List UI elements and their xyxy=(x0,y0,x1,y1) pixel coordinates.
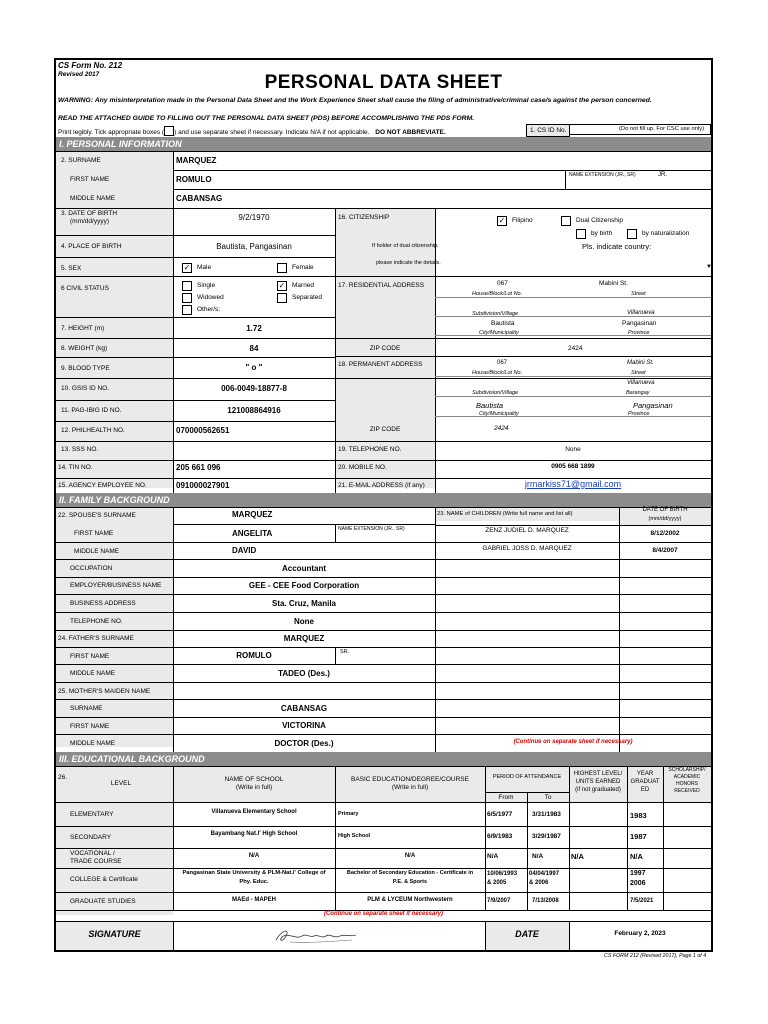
res-house-caption: House/Block/Lot No. xyxy=(472,291,523,297)
employer-label: EMPLOYER/BUSINESS NAME xyxy=(70,582,162,589)
print-note xyxy=(58,126,446,136)
perm-city-caption: City/Municipality xyxy=(479,411,519,417)
edu-year-header-c: ED xyxy=(640,787,650,793)
father-middle-value[interactable]: TADEO (Des.) xyxy=(278,669,330,678)
height-label: 7. HEIGHT (m) xyxy=(61,325,105,332)
dob-label: 3. DATE OF BIRTH xyxy=(61,210,118,217)
mother-middle-value[interactable]: DOCTOR (Des.) xyxy=(274,739,334,748)
middle-name-label: MIDDLE NAME xyxy=(70,195,116,202)
mobile-value[interactable]: 0905 668 1899 xyxy=(551,463,595,470)
cit-note-a: If holder of dual citizenship, xyxy=(372,243,439,249)
signature-area[interactable] xyxy=(256,924,376,948)
form-footer: CS FORM 212 (Revised 2017), Page 1 of 4 xyxy=(604,953,707,959)
edu-year-college-b[interactable]: 2006 xyxy=(630,880,646,887)
print-note-c: DO NOT ABBREVIATE. xyxy=(375,129,446,136)
mother-first-value[interactable]: VICTORINA xyxy=(282,721,326,730)
res-zip-label: ZIP CODE xyxy=(369,345,401,352)
employer-value[interactable]: GEE - CEE Food Corporation xyxy=(248,581,360,590)
agency-label: 15. AGENCY EMPLOYEE NO. xyxy=(58,482,147,489)
perm-city-value[interactable]: Bautista xyxy=(476,401,504,410)
edu-school-header-b: (Write in full) xyxy=(235,784,273,791)
cs-separated-label: Separated xyxy=(292,294,322,301)
res-prov-caption: Province xyxy=(628,330,650,336)
spouse-first-label: FIRST NAME xyxy=(74,530,114,537)
middle-name-value[interactable]: CABANSAG xyxy=(176,194,223,203)
edu-year-college[interactable]: 1997 xyxy=(630,870,646,877)
perm-street-caption: Street xyxy=(631,370,646,376)
dob-value[interactable]: 9/2/1970 xyxy=(238,213,270,222)
pagibig-value[interactable]: 121008864916 xyxy=(227,406,281,415)
perm-zip-label: ZIP CODE xyxy=(369,426,401,433)
father-first-label: FIRST NAME xyxy=(70,653,110,660)
surname-label: 2. SURNAME xyxy=(61,157,101,164)
print-note-a: Print legibly. Tick appropriate boxes ( xyxy=(58,129,165,136)
edu-course-header-b: (Write in full) xyxy=(391,784,429,791)
citizenship-label: 16. CITIZENSHIP xyxy=(338,214,390,221)
gsis-label: 10. GSIS ID NO. xyxy=(61,385,110,392)
cs-widowed-label: Widowed xyxy=(197,294,224,301)
business-address-value[interactable]: Sta. Cruz, Manila xyxy=(271,599,336,608)
res-zip-value[interactable]: 2424 xyxy=(568,345,583,352)
mother-surname-value[interactable]: CABANSAG xyxy=(280,704,328,713)
edu-course-elementary[interactable]: Primary xyxy=(338,811,359,817)
edu-level-secondary: SECONDARY xyxy=(70,834,112,841)
cs-widowed-checkbox[interactable] xyxy=(182,293,192,303)
cs-others-label: Other/s: xyxy=(197,306,221,313)
cs-id-label: 1. CS ID No. xyxy=(530,127,567,134)
weight-label: 8. WEIGHT (kg) xyxy=(61,345,108,352)
edu-honors-header-c: HONORS xyxy=(676,781,698,787)
education-continue-note: (Continue on separate sheet if necessary) xyxy=(323,911,444,917)
section-family-background: II. FAMILY BACKGROUND xyxy=(56,493,711,507)
email-value[interactable]: jrmarkiss71@gmail.com xyxy=(524,479,622,489)
father-surname-value[interactable]: MARQUEZ xyxy=(283,634,325,643)
name-extension-value[interactable]: JR. xyxy=(658,172,667,178)
pob-value[interactable]: Bautista, Pangasinan xyxy=(216,242,292,251)
spouse-first-value[interactable]: ANGELITA xyxy=(232,529,273,538)
first-name-value[interactable]: ROMULO xyxy=(176,175,212,184)
cit-filipino-label: Filipino xyxy=(512,217,533,224)
cit-dual-label: Dual Citizenship xyxy=(576,217,623,224)
edu-level-header: LEVEL xyxy=(110,780,132,787)
edu-school-vocational[interactable]: N/A xyxy=(248,853,260,859)
page-title: PERSONAL DATA SHEET xyxy=(264,72,503,93)
sex-label: 5. SEX xyxy=(61,265,82,272)
edu-to-college[interactable]: 04/04/1997 xyxy=(529,871,560,877)
edu-num: 26. xyxy=(58,774,68,781)
cit-country-label: Pls. indicate country: xyxy=(582,242,652,251)
edu-year-elementary[interactable]: 1983 xyxy=(630,811,647,820)
perm-zip-value[interactable]: 2424 xyxy=(494,425,509,432)
edu-highest-header-c: (if not graduated) xyxy=(575,787,621,793)
perm-subd-caption: Subdivision/Village xyxy=(472,390,519,396)
edu-from-graduate[interactable]: 7/9/2007 xyxy=(487,898,511,904)
section-educational-background: III. EDUCATIONAL BACKGROUND xyxy=(56,752,711,766)
perm-house-caption: House/Block/Lot No. xyxy=(472,370,523,376)
edu-year-vocational[interactable]: N/A xyxy=(630,852,643,861)
edu-course-header: BASIC EDUCATION/DEGREE/COURSE xyxy=(351,776,469,783)
permanent-address-label: 18. PERMANENT ADDRESS xyxy=(338,361,423,368)
edu-to-graduate[interactable]: 7/13/2008 xyxy=(532,898,559,904)
edu-course-vocational[interactable]: N/A xyxy=(404,853,416,859)
father-first-value[interactable]: ROMULO xyxy=(236,651,272,660)
perm-prov-caption: Province xyxy=(628,411,650,417)
edu-school-secondary[interactable]: Bayambang Nat.l' High School xyxy=(210,831,298,837)
edu-from-vocational[interactable]: N/A xyxy=(487,853,499,860)
edu-from-secondary[interactable]: 6/9/1983 xyxy=(487,833,513,840)
business-address-label: BUSINESS ADDRESS xyxy=(70,600,136,607)
perm-prov-value[interactable]: Pangasinan xyxy=(633,401,673,410)
edu-school-graduate[interactable]: MAEd - MAPEH xyxy=(232,897,276,903)
csc-note: (Do not fill up. For CSC use only) xyxy=(619,126,705,132)
spouse-tel-label: TELEPHONE NO. xyxy=(70,618,123,625)
spouse-surname-label: 22. SPOUSE'S SURNAME xyxy=(58,512,136,519)
date-value[interactable]: February 2, 2023 xyxy=(614,930,666,937)
edu-year-header-a: YEAR xyxy=(636,771,654,777)
perm-street-value[interactable]: Mabini St. xyxy=(627,360,654,366)
telephone-label: 19. TELEPHONE NO. xyxy=(338,446,402,453)
edu-school-elementary[interactable]: Villanueva Elementary School xyxy=(211,809,297,815)
edu-course-college-b[interactable]: P.E. & Sports xyxy=(392,879,428,885)
edu-to-vocational[interactable]: N/A xyxy=(532,853,544,860)
sss-label: 13. SSS NO. xyxy=(61,446,99,453)
cit-birth-checkbox[interactable] xyxy=(576,229,586,239)
edu-school-header: NAME OF SCHOOL xyxy=(224,776,284,783)
edu-period-header: PERIOD OF ATTENDANCE xyxy=(492,774,562,780)
warning-text: WARNING: Any misinterpretation made in the Personal Data Sheet and the Work Experience Sheet shall cause the filing of administrative/criminal case/s against the person concerned. xyxy=(58,97,652,104)
edu-year-secondary[interactable]: 1987 xyxy=(630,832,647,841)
mother-surname-label: SURNAME xyxy=(70,705,103,712)
edu-to-elementary[interactable]: 3/31/1983 xyxy=(532,811,561,818)
res-street-value[interactable]: Mabini St. xyxy=(599,280,628,287)
edu-course-college[interactable]: Bachelor of Secondary Education - Certificate in xyxy=(346,870,474,876)
sex-male-label: Male xyxy=(197,264,212,271)
edu-highest-header-a: HIGHEST LEVEL/ xyxy=(573,771,623,777)
res-house-value[interactable]: 067 xyxy=(497,280,508,287)
child-dob-header-b: (mm/dd/yyyy) xyxy=(648,516,682,522)
edu-level-vocational-b: TRADE COURSE xyxy=(70,858,122,865)
country-dropdown-icon[interactable]: ▼ xyxy=(706,264,712,270)
sex-male-checkbox[interactable]: ✓ xyxy=(183,263,191,272)
spouse-middle-label: MIDDLE NAME xyxy=(74,548,120,555)
edu-school-college-b[interactable]: Phy. Educ. xyxy=(239,879,269,885)
cit-dual-checkbox[interactable] xyxy=(561,216,571,226)
edu-to-college-b[interactable]: & 2006 xyxy=(529,880,549,886)
sex-female-label: Female xyxy=(292,264,314,271)
edu-to-header: To xyxy=(544,794,552,801)
name-extension-label: NAME EXTENSION (JR., SR) xyxy=(569,172,636,178)
spouse-middle-value[interactable]: DAVID xyxy=(232,546,257,555)
perm-brgy-value[interactable]: Villanueva xyxy=(627,380,655,386)
tin-value[interactable]: 205 661 096 xyxy=(176,463,221,472)
telephone-value[interactable]: None xyxy=(565,446,581,453)
father-middle-label: MIDDLE NAME xyxy=(70,670,116,677)
spouse-surname-value[interactable]: MARQUEZ xyxy=(232,510,273,519)
personal-data-sheet xyxy=(54,58,713,952)
edu-honors-header-a: SCHOLARSHIP/ xyxy=(668,767,706,773)
cs-separated-checkbox[interactable] xyxy=(277,293,287,303)
blood-type-value[interactable]: " o " xyxy=(245,363,263,372)
cit-filipino-checkbox[interactable]: ✓ xyxy=(498,216,506,225)
edu-level-vocational: VOCATIONAL / xyxy=(70,850,115,857)
occupation-value[interactable]: Accountant xyxy=(282,564,326,573)
philhealth-value[interactable]: 070000562651 xyxy=(176,426,230,435)
child-name-1[interactable]: ZENZ JUDIEL D. MARQUEZ xyxy=(485,527,569,534)
edu-course-secondary[interactable]: High School xyxy=(338,833,371,839)
form-revision: Revised 2017 xyxy=(58,71,100,78)
child-dob-1[interactable]: 8/12/2002 xyxy=(650,530,680,537)
mobile-label: 20. MOBILE NO. xyxy=(338,464,387,471)
perm-brgy-caption: Barangay xyxy=(626,390,650,396)
mother-first-label: FIRST NAME xyxy=(70,723,110,730)
blood-type-label: 9. BLOOD TYPE xyxy=(61,365,110,372)
res-brgy-value[interactable]: Villanueva xyxy=(627,310,655,316)
pob-label: 4. PLACE OF BIRTH xyxy=(61,243,122,250)
tick-box-sample xyxy=(164,126,174,136)
dob-label-format: (mm/dd/yyyy) xyxy=(70,218,109,225)
edu-honors-header-d: RECEIVED xyxy=(674,788,700,794)
res-prov-value[interactable]: Pangasinan xyxy=(622,320,657,327)
tin-label: 14. TIN NO. xyxy=(58,464,93,471)
cs-single-label: Single xyxy=(197,282,216,289)
perm-house-value[interactable]: 067 xyxy=(497,360,508,366)
cs-single-checkbox[interactable] xyxy=(182,281,192,291)
edu-level-graduate: GRADUATE STUDIES xyxy=(70,898,136,905)
cit-nat-checkbox[interactable] xyxy=(627,229,637,239)
spouse-tel-value[interactable]: None xyxy=(294,617,314,626)
print-note-b: ) and use separate sheet if necessary. Indicate N/A if not applicable. xyxy=(174,129,370,136)
edu-level-college: COLLEGE & Certificate xyxy=(70,876,138,883)
cit-nat-label: by naturalization xyxy=(642,230,690,237)
edu-highest-header-b: UNITS EARNED xyxy=(575,779,621,785)
edu-school-college[interactable]: Pangasinan State University & PLM-Nat.l' College of xyxy=(182,870,326,876)
agency-value[interactable]: 091000027901 xyxy=(176,481,230,490)
spouse-ext-label: NAME EXTENSION (JR., SR) xyxy=(338,526,405,532)
edu-from-header: From xyxy=(498,794,514,801)
res-city-caption: City/Municipality xyxy=(479,330,519,336)
edu-from-elementary[interactable]: 6/5/1977 xyxy=(487,811,513,818)
edu-year-graduate[interactable]: 7/5/2021 xyxy=(630,898,654,904)
child-dob-2[interactable]: 8/4/2007 xyxy=(652,547,678,554)
edu-course-graduate[interactable]: PLM & LYCEUM Northwestern xyxy=(367,897,453,903)
edu-honors-header-b: ACADEMIC xyxy=(673,774,701,780)
cs-married-checkbox[interactable]: ✓ xyxy=(278,281,286,290)
edu-highest-vocational[interactable]: N/A xyxy=(571,852,584,861)
height-value[interactable]: 1.72 xyxy=(246,324,262,333)
gsis-value[interactable]: 006-0049-18877-8 xyxy=(221,384,287,393)
edu-from-college-b[interactable]: & 2005 xyxy=(487,880,507,886)
pagibig-label: 11. PAG-IBIG ID NO. xyxy=(61,407,122,414)
email-label: 21. E-MAIL ADDRESS (if any) xyxy=(338,482,425,489)
cs-others-checkbox[interactable] xyxy=(182,305,192,315)
res-subd-caption: Subdivision/Village xyxy=(472,311,519,317)
cs-married-label: Married xyxy=(292,282,315,289)
handwritten-signature xyxy=(256,924,376,948)
first-name-label: FIRST NAME xyxy=(70,176,110,183)
child-dob-header-a: DATE OF BIRTH xyxy=(642,507,688,513)
edu-from-college[interactable]: 10/06/1993 xyxy=(487,871,518,877)
residential-address-label: 17. RESIDENTIAL ADDRESS xyxy=(338,282,425,289)
family-continue-note: (Continue on separate sheet if necessary) xyxy=(513,739,633,745)
form-number: CS Form No. 212 xyxy=(58,61,123,70)
res-city-value[interactable]: Bautista xyxy=(491,320,515,327)
res-street-caption: Street xyxy=(631,291,646,297)
mother-maiden-label: 25. MOTHER'S MAIDEN NAME xyxy=(58,688,151,695)
child-name-2[interactable]: GABRIEL JOSS D. MARQUEZ xyxy=(482,545,572,552)
weight-value[interactable]: 84 xyxy=(249,344,259,353)
date-label: DATE xyxy=(515,929,539,939)
civil-status-label: 6 CIVIL STATUS xyxy=(61,285,109,292)
cit-birth-label: by birth xyxy=(591,230,613,237)
guide-text: READ THE ATTACHED GUIDE TO FILLING OUT THE PERSONAL DATA SHEET (PDS) BEFORE ACCOMPLISHING THE PDS FORM. xyxy=(58,115,475,122)
section-personal-info: I. PERSONAL INFORMATION xyxy=(56,137,711,151)
cit-note-b: please indicate the details. xyxy=(376,260,441,266)
mother-middle-label: MIDDLE NAME xyxy=(70,740,116,747)
father-surname-label: 24. FATHER'S SURNAME xyxy=(58,635,134,642)
edu-year-header-b: GRADUAT xyxy=(630,779,660,785)
occupation-label: OCCUPATION xyxy=(70,565,113,572)
signature-label: SIGNATURE xyxy=(88,929,141,939)
edu-to-secondary[interactable]: 3/29/1987 xyxy=(532,833,561,840)
sex-female-checkbox[interactable] xyxy=(277,263,287,273)
father-ext-value[interactable]: SR. xyxy=(340,649,350,655)
children-header: 23. NAME of CHILDREN (Write full name and list all) xyxy=(437,511,573,517)
philhealth-label: 12. PHILHEALTH NO. xyxy=(61,427,125,434)
edu-level-elementary: ELEMENTARY xyxy=(70,811,114,818)
surname-value[interactable]: MARQUEZ xyxy=(176,156,217,165)
